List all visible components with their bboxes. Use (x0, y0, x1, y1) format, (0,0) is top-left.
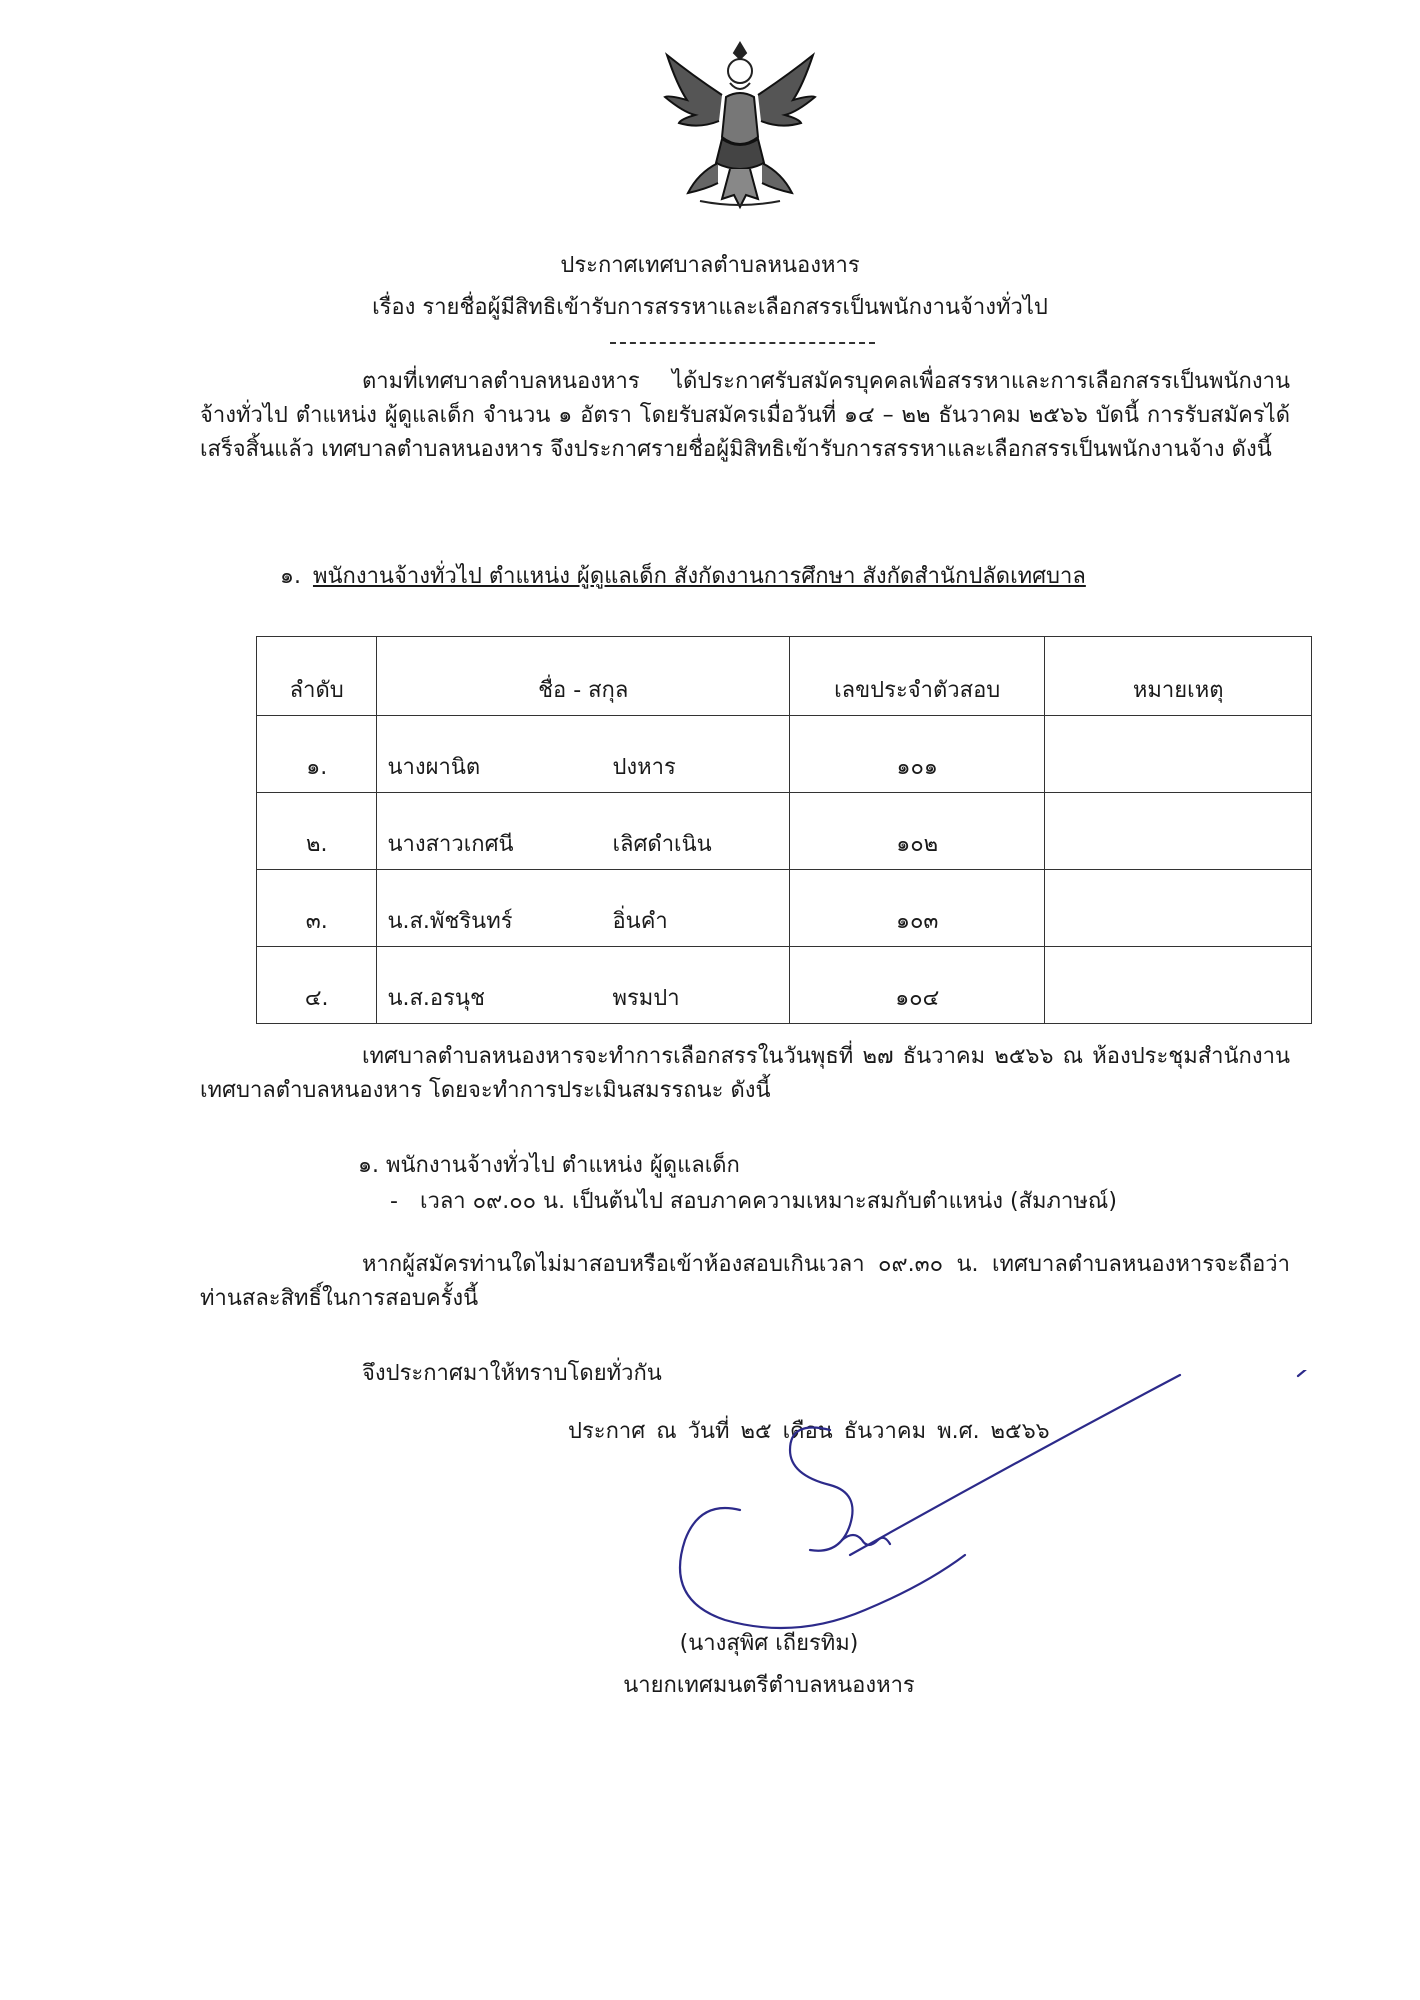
signer-name-line (0, 1630, 1420, 1658)
announcement-date: ประกาศ ณ วันที่ ๒๕ เดือน ธันวาคม พ.ศ. ๒๕๖๖ (568, 1419, 1050, 1444)
row-note (1045, 716, 1312, 793)
row-exam-id: ๑๐๓ (790, 870, 1045, 947)
row-note (1045, 870, 1312, 947)
section-heading (280, 563, 1086, 591)
title-divider (610, 342, 875, 344)
row-index: ๒. (257, 793, 377, 870)
table-row (257, 870, 1312, 947)
row-full-name (377, 793, 790, 870)
bullet-dash: - (390, 1189, 398, 1214)
announcement-title: ประกาศเทศบาลตำบลหนองหาร (560, 253, 860, 278)
row-full-name (377, 870, 790, 947)
header-exam-id: เลขประจำตัวสอบ (790, 637, 1045, 716)
evaluation-item-text: เวลา ๐๙.๐๐ น. เป็นต้นไป สอบภาคความเหมาะสมกับตำแหน่ง (สัมภาษณ์) (419, 1189, 1117, 1214)
row-last-name: อิ่นคำ (612, 909, 668, 934)
row-last-name: ปงหาร (612, 755, 676, 780)
row-last-name: เลิศดำเนิน (612, 832, 712, 857)
table-row (257, 793, 1312, 870)
garuda-emblem-icon (660, 35, 820, 215)
row-index: ๑. (257, 716, 377, 793)
closing-statement: จึงประกาศมาให้ทราบโดยทั่วกัน (362, 1361, 662, 1386)
row-exam-id: ๑๐๔ (790, 947, 1045, 1024)
table-row (257, 947, 1312, 1024)
row-index: ๔. (257, 947, 377, 1024)
header-index: ลำดับ (257, 637, 377, 716)
evaluation-item (390, 1188, 1117, 1216)
signer-position: นายกเทศมนตรีตำบลหนองหาร (623, 1673, 915, 1698)
row-note (1045, 793, 1312, 870)
row-first-name: น.ส.พัชรินทร์ (387, 909, 513, 934)
evaluation-heading: ๑. พนักงานจ้างทั่วไป ตำแหน่ง ผู้ดูแลเด็ก (358, 1153, 740, 1178)
table-row (257, 716, 1312, 793)
schedule-paragraph: เทศบาลตำบลหนองหารจะทำการเลือกสรรในวันพุธที่ ๒๗ ธันวาคม ๒๕๖๖ ณ ห้องประชุมสำนักงานเทศบาลตำบลหนองหาร โดยจะทำการประเมินสมรรถนะ ดังนี้ (200, 1044, 1290, 1103)
table-header-row (257, 637, 1312, 716)
header-note: หมายเหตุ (1045, 637, 1312, 716)
signer-position-line (0, 1672, 1420, 1700)
row-first-name: น.ส.อรนุช (387, 986, 485, 1011)
handwritten-signature (620, 1370, 1340, 1630)
row-exam-id: ๑๐๑ (790, 716, 1045, 793)
row-full-name (377, 947, 790, 1024)
row-index: ๓. (257, 870, 377, 947)
signer-name: (นางสุพิศ เถียรทิม) (679, 1631, 859, 1656)
candidates-table (256, 636, 1312, 1024)
absence-paragraph: หากผู้สมัครท่านใดไม่มาสอบหรือเข้าห้องสอบเกินเวลา ๐๙.๓๐ น. เทศบาลตำบลหนองหารจะถือว่าท่านสละสิทธิ์ในการสอบครั้งนี้ (200, 1252, 1290, 1311)
section-heading-text: พนักงานจ้างทั่วไป ตำแหน่ง ผู้ดูแลเด็ก สังกัดงานการศึกษา สังกัดสำนักปลัดเทศบาล (312, 564, 1086, 589)
row-full-name (377, 716, 790, 793)
section-number: ๑. (280, 564, 301, 589)
row-last-name: พรมปา (612, 986, 680, 1011)
row-exam-id: ๑๐๒ (790, 793, 1045, 870)
header-name: ชื่อ - สกุล (377, 637, 790, 716)
row-first-name: นางสาวเกศนี (387, 832, 514, 857)
intro-paragraph: ตามที่เทศบาลตำบลหนองหาร ได้ประกาศรับสมัครบุคคลเพื่อสรรหาและการเลือกสรรเป็นพนักงานจ้างทั่วไป ตำแหน่ง ผู้ดูแลเด็ก จำนวน ๑ อัตรา โดยรับสมัครเมื่อวันที่ ๑๔ – ๒๒ ธันวาคม ๒๕๖๖ บัดนี้ การรับสมัครได้เสร็จสิ้นแล้ว เทศบาลตำบลหนองหาร จึงประกาศรายชื่อผู้มิสิทธิเข้ารับการสรรหาและเลือกสรรเป็นพนักงานจ้าง ดังนี้ (200, 369, 1290, 462)
row-first-name: นางผานิต (387, 755, 481, 780)
announcement-subject: เรื่อง รายชื่อผู้มีสิทธิเข้ารับการสรรหาและเลือกสรรเป็นพนักงานจ้างทั่วไป (372, 295, 1048, 320)
row-note (1045, 947, 1312, 1024)
